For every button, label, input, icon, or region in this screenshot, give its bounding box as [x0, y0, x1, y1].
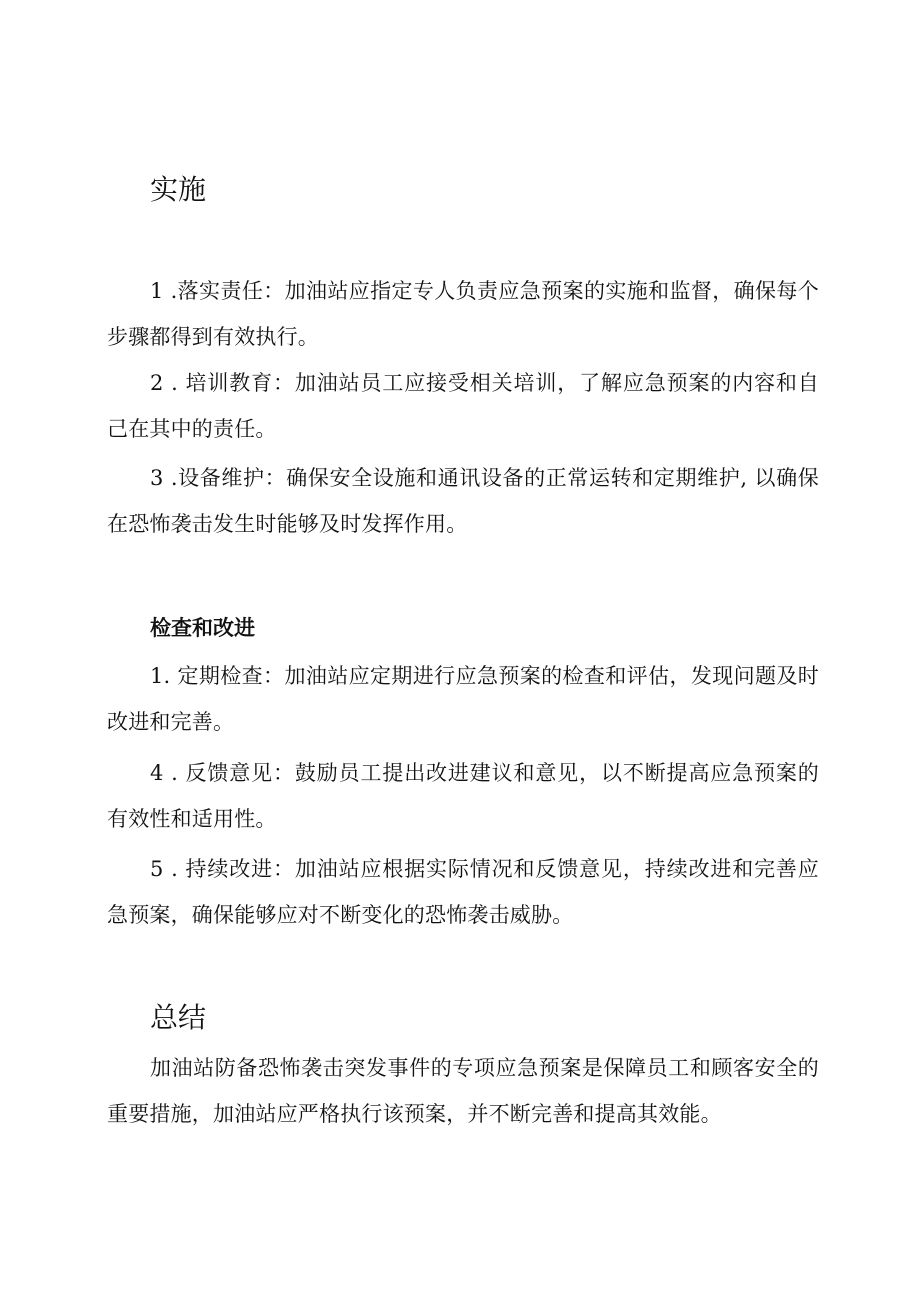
section-title-summary: 总结	[150, 1001, 207, 1034]
review-item-1: 1. 定期检查：加油站应定期进行应急预案的检查和评估，发现问题及时改进和完善。	[107, 664, 819, 734]
section-title-implementation: 实施	[150, 173, 207, 206]
implementation-item-2: 2 . 培训教育：加油站员工应接受相关培训，了解应急预案的内容和自己在其中的责任。	[107, 371, 819, 441]
summary-paragraph: 加油站防备恐怖袭击突发事件的专项应急预案是保障员工和顾客安全的重要措施，加油站应严格执行该预案，并不断完善和提高其效能。	[107, 1056, 819, 1126]
implementation-item-1: 1 .落实责任：加油站应指定专人负责应急预案的实施和监督，确保每个步骤都得到有效执行。	[107, 279, 819, 349]
review-item-2: 4 . 反馈意见：鼓励员工提出改进建议和意见，以不断提高应急预案的有效性和适用性。	[107, 761, 819, 831]
implementation-item-3: 3 .设备维护：确保安全设施和通讯设备的正常运转和定期维护, 以确保在恐怖袭击发生时能够及时发挥作用。	[107, 466, 819, 536]
section-title-review: 检查和改进	[150, 615, 255, 640]
review-item-3: 5 . 持续改进：加油站应根据实际情况和反馈意见，持续改进和完善应急预案，确保能够应对不断变化的恐怖袭击威胁。	[107, 857, 819, 927]
